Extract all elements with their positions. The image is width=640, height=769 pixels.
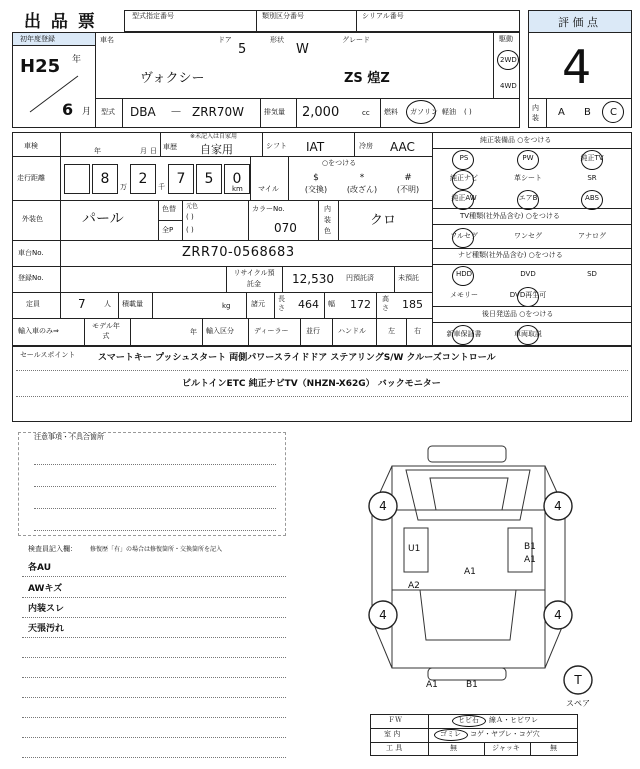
exterior-color-label: 外装色: [22, 215, 43, 223]
color-change-label: 色替: [162, 205, 176, 213]
mark-center-a1: A1: [464, 567, 476, 577]
tire-rl-rating: 4: [379, 608, 387, 622]
handle-label: ハンドル: [338, 327, 366, 335]
tool-label: 工 具: [386, 744, 403, 752]
mileage-option-exchange-sym: $: [313, 173, 319, 183]
mileage-option-unknown: (不明): [396, 185, 420, 194]
tool-value: 無: [450, 744, 457, 752]
inspector-line-2: AWキズ: [28, 584, 63, 594]
jack-value: 無: [550, 744, 557, 752]
door-count: 5: [238, 42, 247, 57]
length-value: 464: [298, 298, 319, 311]
navi-title: ナビ種類(社外品含む) ○をつける: [458, 251, 563, 259]
chassis-number: ZRR70-0568683: [182, 245, 295, 260]
capacity-value: 7: [78, 297, 86, 311]
equip-navi: 純正ナビ: [450, 174, 478, 182]
serial-label: シリアル番号: [362, 12, 404, 20]
exterior-color-value: パール: [82, 211, 124, 227]
color-no-value: 070: [274, 221, 297, 235]
mileage-man-unit: 万: [120, 183, 127, 191]
tv-oneseg: ワンセグ: [514, 232, 542, 240]
spare-label: スペア: [566, 699, 590, 708]
orig-color-paren: ( ): [186, 213, 194, 221]
tv-analog: アナログ: [578, 232, 606, 240]
selling-points-line1: スマートキー プッシュスタート 両側パワースライドドア ステアリングS/W クルーズコントロール: [98, 353, 496, 363]
doc-manual: 車両取説: [514, 330, 542, 338]
equip-pw: PW: [522, 154, 534, 162]
dealer-option: ディーラー: [254, 327, 289, 335]
shift-value: IAT: [306, 140, 325, 154]
mark-b1: B1: [524, 542, 536, 552]
mileage-km-unit: km: [232, 185, 243, 193]
displacement-label: 排気量: [264, 108, 285, 116]
drive-4wd: 4WD: [500, 82, 517, 90]
first-reg-month: 6: [62, 100, 74, 119]
fw-rest: 線Ａ・ヒビワレ: [489, 716, 538, 724]
mileage-label: 走行距離: [17, 174, 45, 182]
navi-dvd-play: DVD再生可: [509, 291, 547, 299]
length-label: 長さ: [278, 295, 285, 312]
notes-label: 注意事項・不具合箇所: [34, 433, 104, 441]
grade-value: ZS 煌Z: [344, 71, 390, 86]
fw-circle: [452, 715, 486, 727]
tire-fr-rating: 4: [554, 499, 562, 513]
room-circled: ゴミレ: [440, 730, 461, 738]
equip-sr: SR: [587, 174, 597, 182]
mark-a1-bottom: A1: [426, 680, 438, 690]
vehicle-name-label: 車名: [100, 36, 114, 44]
equip-airbag: エアB: [518, 194, 538, 202]
import-type-label: 輸入区分: [206, 327, 234, 335]
drive-label: 駆動: [499, 35, 513, 43]
import-year-unit: 年: [190, 328, 197, 336]
mileage-sen-unit: 千: [158, 183, 165, 191]
inspector-sub: 修復歴「有」の場合は修復箇所・交換箇所を記入: [90, 546, 223, 553]
height-label: 高さ: [382, 295, 389, 312]
navi-dvd: DVD: [520, 270, 536, 278]
parallel-option: 並行: [306, 327, 320, 335]
interior-label: 内装: [532, 104, 539, 122]
load-label: 積載量: [122, 300, 143, 308]
height-value: 185: [402, 298, 423, 311]
recycle-unit: 円預託済: [346, 274, 374, 282]
vehicle-name: ヴォクシー: [140, 71, 205, 86]
navi-sd: SD: [587, 270, 597, 278]
orig-color-label: 元色: [186, 203, 199, 210]
mileage-digit-2: 8: [100, 171, 110, 187]
drive-2wd: 2WD: [500, 56, 517, 64]
load-unit: kg: [222, 302, 231, 310]
shift-label: シフト: [266, 142, 287, 150]
category-label: 類別区分番号: [262, 12, 304, 20]
shape-label: 形状: [270, 36, 284, 44]
equip-aw: 純正AW: [451, 194, 477, 202]
inspector-line-4: 天張汚れ: [28, 624, 65, 634]
registration-label: 登録No.: [18, 274, 44, 282]
fw-label: ＦＷ: [388, 716, 402, 724]
jack-label: ジャッキ: [492, 744, 520, 752]
model-year-label: モデル年式: [92, 322, 120, 340]
mileage-digit-5: 5: [204, 171, 214, 187]
documents-title: 後日発送品 ○をつける: [482, 310, 554, 318]
mileage-option-tamper: (改ざん): [346, 185, 378, 194]
mile-label: マイル: [258, 185, 279, 193]
model-code: ZRR70W: [192, 105, 245, 119]
history-value: 自家用: [200, 143, 233, 156]
displacement-unit: cc: [362, 109, 370, 117]
equip-ps: PS: [459, 154, 469, 162]
grade-label: グレード: [342, 36, 370, 44]
mileage-digit-4: 7: [176, 171, 186, 187]
model-label: 型式: [101, 108, 115, 116]
all-paint-paren: ( ): [186, 226, 194, 234]
all-paint-label: 全P: [162, 226, 174, 234]
mileage-digit-6: 0: [232, 171, 242, 187]
interior-option-b: B: [584, 107, 591, 118]
inspection-label: 車検: [24, 142, 38, 150]
equipment-title: 純正装備品 ○をつける: [480, 136, 552, 144]
spec-label: 諸元: [251, 300, 265, 308]
selling-points-label: セールスポイント: [20, 351, 76, 359]
fuel-label: 燃料: [384, 108, 398, 116]
ac-label: 冷房: [359, 142, 373, 150]
doc-warranty: 新車保証書: [446, 330, 482, 338]
mark-b1-bottom: B1: [466, 680, 478, 690]
history-label: 車歴: [163, 143, 177, 151]
import-label: 輸入車のみ⇒: [18, 327, 59, 335]
handle-left: 左: [388, 327, 395, 335]
mark-u1: U1: [408, 544, 421, 554]
inspection-day-unit: 日: [150, 147, 157, 155]
width-label: 幅: [328, 300, 335, 308]
navi-hdd: HDD: [455, 270, 473, 278]
mileage-digit-3: 2: [138, 171, 148, 187]
room-circle: [434, 729, 468, 741]
width-value: 172: [350, 298, 371, 311]
fuel-value: ガソリン: [410, 108, 438, 116]
recycle-amount: 12,530: [292, 272, 334, 286]
diesel-label: 軽油: [442, 108, 456, 116]
mileage-option-exchange: (交換): [304, 185, 328, 194]
selling-points-line2: ビルトインETC 純正ナビTV（NHZN-X62G） バックモニター: [182, 379, 441, 389]
tv-title: TV種類(社外品含む) ○をつける: [460, 212, 560, 220]
tire-rr-rating: 4: [554, 608, 562, 622]
mark-a1-right: A1: [524, 555, 536, 565]
sheet-title: 出 品 票: [24, 12, 97, 32]
month-unit: 月: [82, 107, 92, 117]
handle-right: 右: [414, 327, 421, 335]
inspection-year-unit: 年: [94, 147, 101, 155]
equip-abs: ABS: [585, 194, 599, 202]
tire-fl-rating: 4: [379, 499, 387, 513]
equip-tv: 純正TV: [580, 154, 604, 162]
shape-value: W: [296, 42, 309, 57]
room-rest: コゲ・ヤブレ・コゲ穴: [470, 730, 540, 738]
interior-option-a: A: [558, 107, 565, 118]
inspection-month-unit: 月: [140, 147, 147, 155]
capacity-unit: 人: [104, 300, 111, 308]
mileage-option-unknown-sym: #: [404, 173, 412, 183]
mileage-circle-note: ○をつける: [322, 159, 357, 167]
model-dash: －: [170, 105, 183, 119]
history-note: ※未記入は自家用: [190, 133, 238, 140]
capacity-label: 定員: [26, 300, 40, 308]
diesel-paren: ( ): [464, 108, 472, 116]
model-prefix: DBA: [130, 105, 156, 119]
type-designation-label: 型式指定番号: [132, 12, 174, 20]
interior-color-value: クロ: [370, 213, 397, 228]
inspector-label: 検査員記入欄：: [28, 545, 77, 553]
interior-color-label: 内装色: [324, 205, 331, 235]
mileage-option-tamper-sym: *: [359, 173, 365, 183]
room-label: 室 内: [384, 730, 401, 738]
mark-a2: A2: [408, 581, 420, 591]
spare-mark: T: [574, 673, 582, 687]
interior-option-c: C: [610, 107, 617, 118]
first-reg-year: H25: [20, 56, 61, 77]
rating-label: 評 価 点: [558, 16, 598, 29]
displacement-value: 2,000: [302, 105, 340, 120]
ac-value: AAC: [390, 140, 415, 154]
color-no-label: カラーNo.: [252, 205, 285, 213]
navi-memory: メモリー: [450, 291, 478, 299]
tv-fullseg: フルセグ: [450, 232, 478, 240]
year-unit: 年: [72, 55, 82, 65]
inspector-line-1: 各AU: [28, 563, 51, 573]
rating-score: 4: [562, 40, 592, 94]
chassis-label: 車台No.: [18, 249, 44, 257]
recycle-unpaid: 未預託: [398, 274, 419, 282]
recycle-label: リサイクル預託金: [233, 269, 275, 288]
first-reg-label: 初年度登録: [20, 35, 55, 43]
fw-circled: ヒビ石: [458, 716, 479, 724]
inspector-line-3: 内装スレ: [28, 604, 65, 614]
equip-leather: 革シート: [514, 174, 542, 182]
door-label: ドア: [218, 36, 232, 44]
